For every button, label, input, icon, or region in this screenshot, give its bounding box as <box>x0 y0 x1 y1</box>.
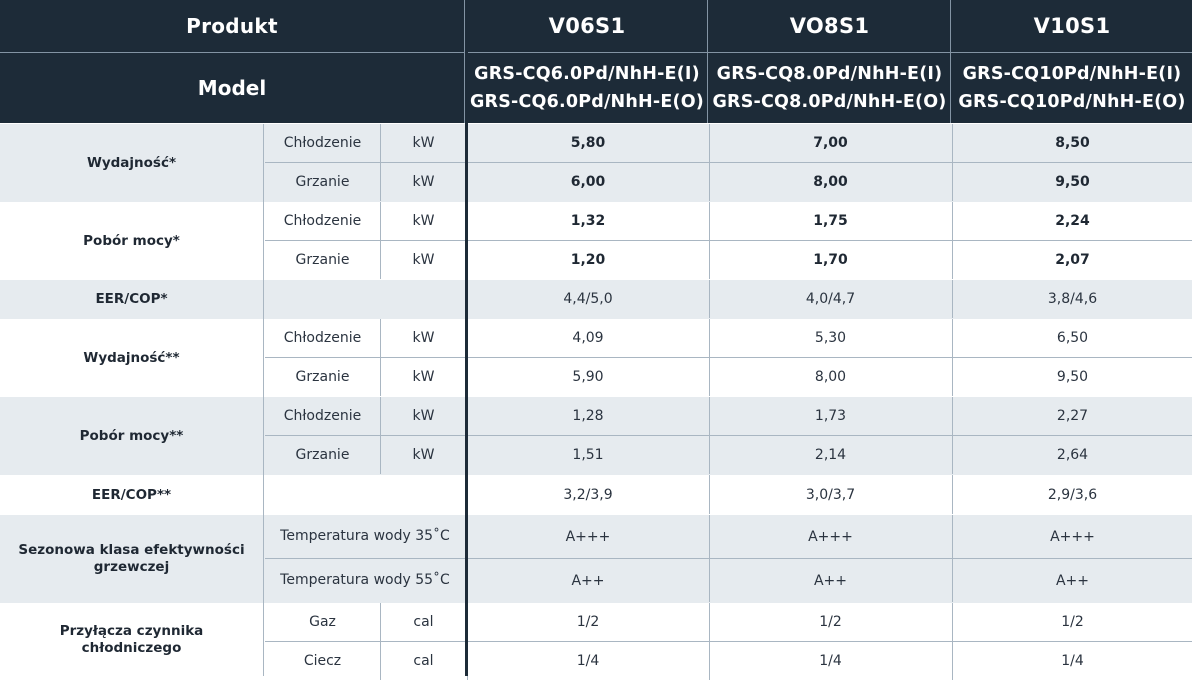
header-row-product <box>0 0 1192 53</box>
value-cell: 4,4/5,0 <box>467 280 708 318</box>
table-row <box>265 475 1192 514</box>
value-cell: 1/2 <box>952 603 1192 641</box>
row-mode: Grzanie <box>265 358 381 396</box>
value-cell: 9,50 <box>952 358 1192 396</box>
value-cell: 8,00 <box>709 163 951 201</box>
table-row <box>265 358 1192 396</box>
table-row <box>265 515 1192 559</box>
group-label: EER/COP* <box>0 280 264 319</box>
row-mode: Chłodzenie <box>265 319 381 357</box>
table-row <box>265 642 1192 680</box>
model-code-indoor: GRS-CQ8.0Pd/NhH-E(I) <box>716 64 943 84</box>
value-cell: 2,14 <box>709 436 951 474</box>
model-code-indoor: GRS-CQ6.0Pd/NhH-E(I) <box>474 64 700 84</box>
group-seasonal-class <box>0 515 1192 604</box>
table-row <box>265 559 1192 602</box>
group-label: Sezonowa klasa efektywności grzewczej <box>0 515 264 603</box>
product-name-vo8s1: VO8S1 <box>709 0 951 52</box>
model-header-label: Model <box>0 53 465 123</box>
value-cell: A++ <box>952 559 1192 602</box>
group-label: Pobór mocy* <box>0 202 264 280</box>
row-mode: Ciecz <box>265 642 381 680</box>
model-code-outdoor: GRS-CQ8.0Pd/NhH-E(O) <box>712 92 947 112</box>
row-unit: kW <box>412 252 435 268</box>
value-cell: 4,09 <box>467 319 708 357</box>
value-cell: 8,50 <box>952 124 1192 162</box>
value-cell: 1,20 <box>467 241 708 279</box>
row-unit: kW <box>412 408 435 424</box>
row-unit: kW <box>412 330 435 346</box>
table-row <box>265 603 1192 642</box>
table-row <box>265 202 1192 241</box>
value-cell: 3,2/3,9 <box>467 475 708 514</box>
value-cell: 2,9/3,6 <box>952 475 1192 514</box>
value-cell: 6,00 <box>467 163 708 201</box>
row-mode: Temperatura wody 35˚C <box>280 528 450 544</box>
row-mode: Grzanie <box>265 241 381 279</box>
group-label: EER/COP** <box>0 475 264 515</box>
row-mode: Chłodzenie <box>265 124 381 162</box>
value-cell: A++ <box>709 559 951 602</box>
value-cell: 2,24 <box>952 202 1192 240</box>
group-power-2 <box>0 397 1192 476</box>
value-cell: 2,27 <box>952 397 1192 435</box>
group-eer-cop-2 <box>0 475 1192 516</box>
value-cell: 6,50 <box>952 319 1192 357</box>
table-row <box>265 241 1192 279</box>
value-cell: 2,64 <box>952 436 1192 474</box>
value-cell: 3,8/4,6 <box>952 280 1192 318</box>
value-cell: 1,51 <box>467 436 708 474</box>
value-cell: A+++ <box>467 515 708 558</box>
value-cell: 5,80 <box>467 124 708 162</box>
product-name-v10s1: V10S1 <box>1033 14 1111 38</box>
value-cell: 1/4 <box>467 642 708 680</box>
group-refrigerant-connections <box>0 603 1192 676</box>
row-mode: Chłodzenie <box>265 202 381 240</box>
row-mode: Gaz <box>265 603 381 641</box>
product-header-label: Produkt <box>0 0 465 52</box>
value-cell: 1,32 <box>467 202 708 240</box>
model-code-outdoor: GRS-CQ10Pd/NhH-E(O) <box>958 92 1186 112</box>
value-cell: 3,0/3,7 <box>709 475 951 514</box>
column-divider <box>465 0 468 676</box>
model-codes-v10s1 <box>952 53 1192 123</box>
value-cell: 1,73 <box>709 397 951 435</box>
value-cell: 5,30 <box>709 319 951 357</box>
row-mode: Grzanie <box>265 163 381 201</box>
table-row <box>265 319 1192 358</box>
row-unit: kW <box>412 135 435 151</box>
value-cell: 2,07 <box>952 241 1192 279</box>
row-mode: Grzanie <box>265 436 381 474</box>
table-row <box>265 436 1192 474</box>
value-cell: 1/4 <box>952 642 1192 680</box>
model-codes-v06s1 <box>467 53 708 123</box>
value-cell: 5,90 <box>467 358 708 396</box>
table-row <box>265 397 1192 436</box>
row-unit: cal <box>413 614 434 630</box>
row-mode: Chłodzenie <box>265 397 381 435</box>
group-label: Wydajność* <box>0 124 264 202</box>
group-label: Wydajność** <box>0 319 264 397</box>
row-unit: cal <box>413 653 434 669</box>
group-capacity-1 <box>0 124 1192 203</box>
value-cell: 1/4 <box>709 642 951 680</box>
value-cell: 1,70 <box>709 241 951 279</box>
value-cell: 9,50 <box>952 163 1192 201</box>
row-mode: Temperatura wody 55˚C <box>280 572 450 588</box>
row-unit: kW <box>412 447 435 463</box>
value-cell: A+++ <box>952 515 1192 558</box>
value-cell: 8,00 <box>709 358 951 396</box>
group-power-1 <box>0 202 1192 281</box>
product-name-v06s1: V06S1 <box>467 0 708 52</box>
table-row <box>265 124 1192 163</box>
row-unit: kW <box>412 174 435 190</box>
value-cell: 1/2 <box>709 603 951 641</box>
row-unit: kW <box>412 369 435 385</box>
value-cell: 1,75 <box>709 202 951 240</box>
group-eer-cop-1 <box>0 280 1192 320</box>
group-label: Przyłącza czynnika chłodniczego <box>0 603 264 676</box>
value-cell: 1/2 <box>467 603 708 641</box>
value-cell: 7,00 <box>709 124 951 162</box>
value-cell: A++ <box>467 559 708 602</box>
model-code-indoor: GRS-CQ10Pd/NhH-E(I) <box>962 64 1182 84</box>
value-cell: A+++ <box>709 515 951 558</box>
model-code-outdoor: GRS-CQ6.0Pd/NhH-E(O) <box>469 92 704 112</box>
table-row <box>265 280 1192 318</box>
model-codes-vo8s1 <box>709 53 951 123</box>
row-unit: kW <box>412 213 435 229</box>
group-label: Pobór mocy** <box>0 397 264 475</box>
table-row <box>265 163 1192 201</box>
header-row-model <box>0 53 1192 123</box>
group-capacity-2 <box>0 319 1192 398</box>
value-cell: 1,28 <box>467 397 708 435</box>
value-cell: 4,0/4,7 <box>709 280 951 318</box>
